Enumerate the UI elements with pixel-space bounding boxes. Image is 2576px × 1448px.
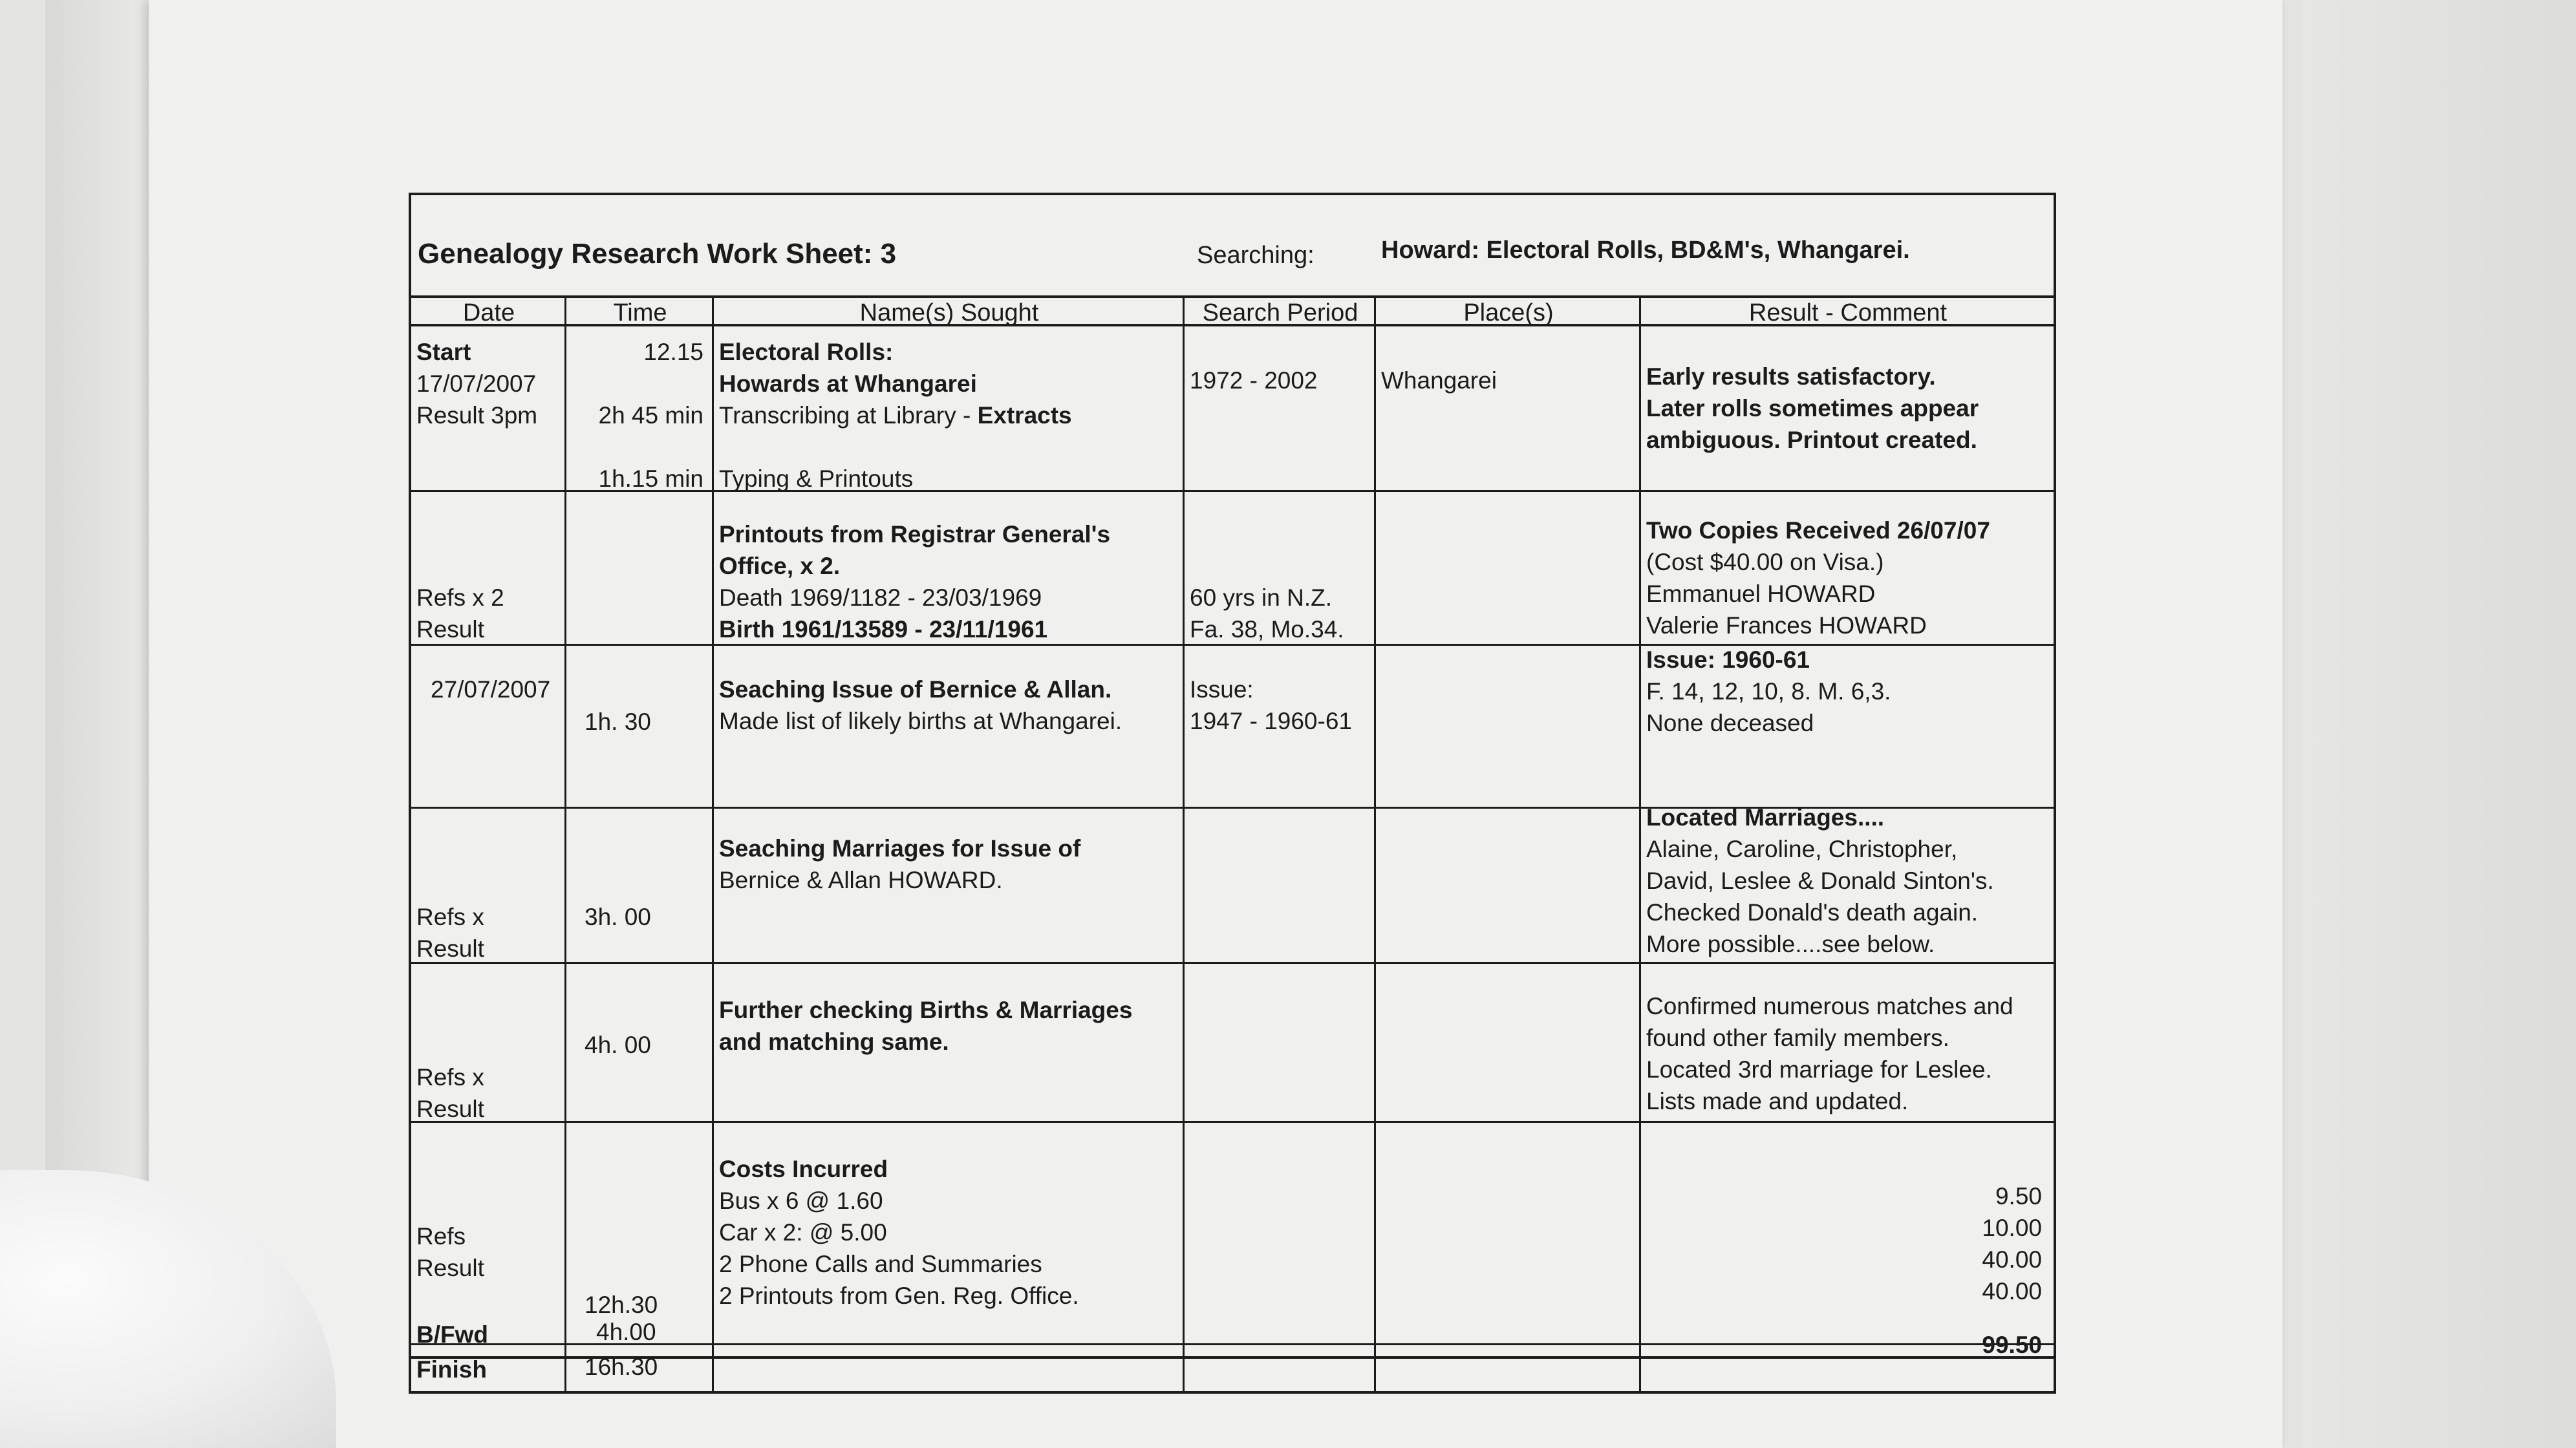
worksheet-title: Genealogy Research Work Sheet: 3: [418, 238, 897, 270]
row1-period: 1972 - 2002: [1190, 367, 1318, 394]
row1-time: 12.15 2h 45 min 1h.15 min: [598, 339, 703, 492]
column-header-row: [411, 295, 2054, 326]
column-divider: [712, 295, 714, 1394]
row3-names: Seaching Issue of Bernice & Allan. Made list of likely births at Whangarei.: [719, 676, 1122, 734]
searching-value: Howard: Electoral Rolls, BD&M's, Whangarei.: [1381, 237, 1910, 264]
column-header-places: Place(s): [1463, 299, 1554, 326]
row2-result: Two Copies Received 26/07/07 (Cost $40.00 on Visa.) Emmanuel HOWARD Valerie Frances HOWARD: [1646, 517, 1990, 639]
column-header-time: Time: [613, 299, 667, 326]
row3-period: Issue: 1947 - 1960-61: [1190, 676, 1352, 734]
column-header-result: Result - Comment: [1748, 299, 1948, 326]
row6-names: Costs Incurred Bus x 6 @ 1.60 Car x 2: @ 5.00 2 Phone Calls and Summaries 2 Printouts from Gen. Reg. Office.: [719, 1156, 1079, 1309]
row5-time: 4h. 00: [585, 1032, 651, 1058]
finish-time: 16h.30: [585, 1354, 658, 1380]
finish-label: Finish: [416, 1356, 487, 1383]
row3-result: Issue: 1960-61 F. 14, 12, 10, 8. M. 6,3. None deceased: [1646, 646, 1891, 736]
row-divider: [411, 962, 2054, 964]
column-header-period: Search Period: [1202, 299, 1358, 326]
row4-result: Located Marriages.... Alaine, Caroline, Christopher, David, Leslee & Donald Sinton's. Checked Donald's death again. More possible....see below.: [1646, 804, 1994, 957]
column-divider: [1639, 295, 1641, 1394]
row5-date: Refs x Result: [416, 1064, 484, 1122]
row4-date: Refs x Result: [416, 904, 484, 962]
bfwd-label: B/Fwd: [416, 1321, 488, 1348]
row4-time: 3h. 00: [585, 904, 651, 930]
row2-period: 60 yrs in N.Z. Fa. 38, Mo.34.: [1190, 584, 1344, 643]
column-divider: [1374, 295, 1376, 1394]
row6-date: Refs Result: [416, 1223, 484, 1281]
row5-result: Confirmed numerous matches and found other family members. Located 3rd marriage for Leslee. Lists made and updated.: [1646, 993, 2013, 1114]
row4-names: Seaching Marriages for Issue of Bernice & Allan HOWARD.: [719, 835, 1081, 893]
row-divider: [411, 1121, 2054, 1123]
row2-date: Refs x 2 Result: [416, 584, 504, 643]
column-header-names: Name(s) Sought: [859, 299, 1039, 326]
row1-names: Electoral Rolls: Howards at Whangarei Transcribing at Library - Extracts Typing & Printouts: [719, 339, 1072, 492]
row2-names: Printouts from Registrar General's Office, x 2. Death 1969/1182 - 23/03/1969 Birth 1961/13589 - 23/11/1961: [719, 521, 1111, 643]
searching-label: Searching:: [1197, 242, 1315, 269]
column-divider: [1183, 295, 1185, 1394]
row1-date: Start 17/07/2007 Result 3pm: [416, 339, 538, 429]
column-header-date: Date: [462, 299, 515, 326]
background-right: [2302, 0, 2576, 1448]
background-sheet-left: [45, 0, 162, 1228]
row6-result-costs: 9.50 10.00 40.00 40.00: [1982, 1183, 2042, 1304]
bfwd-time: 4h.00: [596, 1319, 656, 1345]
worksheet-table: [409, 193, 2056, 1394]
finish-total: 99.50: [1982, 1332, 2042, 1358]
row1-place: Whangarei: [1381, 367, 1497, 394]
row3-date: 27/07/2007: [431, 676, 551, 703]
row6-time: 12h.30: [585, 1292, 658, 1318]
row1-result: Early results satisfactory. Later rolls sometimes appear ambiguous. Printout created.: [1646, 363, 1979, 453]
row3-time: 1h. 30: [585, 708, 651, 735]
row5-names: Further checking Births & Marriages and matching same.: [719, 997, 1133, 1055]
